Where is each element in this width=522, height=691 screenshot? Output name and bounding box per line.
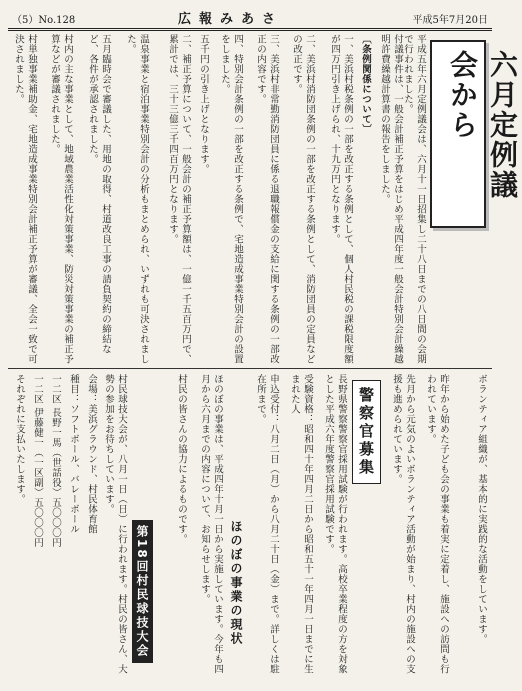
paragraph-shiharai: それぞれに支払いたします。 (14, 374, 25, 504)
subhead-jorei: 〔条例関係について〕 (360, 34, 371, 134)
paragraph-zeisei: 一、美浜村税条例の一部を改正する条例として、個人村民税の課税限度額が四万円引き上げられ、十九万円となります。 (329, 34, 353, 364)
paragraph-jigyo: 村内の主な事業として、地域農業活性化対策事業、防災対策事業の補正予算などが審議されました。 (49, 34, 73, 364)
paragraph-onsen: 温泉事業と宿泊事業特別会計の分析もまとめられ、いずれも可決されました。 (125, 34, 149, 364)
paragraph-volunteer: ボランティア組織が、基本的に実践的な活動をしています。 (476, 374, 487, 644)
kyugi-heading: 第18回村民球技大会 (132, 520, 153, 663)
donation-row-1: 一二区 長野一馬（世話役）五〇〇〇円 (50, 374, 61, 548)
honobono-heading: ほのぼの事業の現状 (229, 520, 243, 646)
paragraph-hosei: 二、補正予算について、一般会計の補正予算額は、一億一千五百万円で、累計では、三十三億三千四百万円となります。 (167, 34, 191, 364)
paragraph-kaijo: 会場：美浜グラウンド、村民体育館 (86, 374, 97, 534)
issue-date: 平成5年7月20日 (412, 15, 488, 26)
paragraph-keisatsu: 長野県警察警察官採用試験が行われます。高校卒業程度の方を対象とした平成六年度警察官採用試験です。 (323, 374, 347, 674)
paragraph-kaketsu: 村単独事業補助金、宅地造成事業特別会計補正予算が審議、全会一致で可決されました。 (13, 34, 37, 364)
newsletter-title: 広報みあさ (178, 12, 284, 27)
paragraph-shikaku: 受験資格：昭和四十年四月二日から昭和五十一年四月一日までに生まれた人 (289, 374, 313, 674)
paragraph-kyugi: 村民球技大会が、八月一日（日）に行われます。村民の皆さん、大勢の参加をお待ちしています。 (103, 374, 127, 674)
section-divider (8, 368, 492, 369)
paragraph-kodomokai: 昨年から始めた子ども会の事業も着実に定着し、施設への訪問も行われています。 (425, 374, 449, 674)
main-title-box (430, 40, 519, 228)
page-header (8, 6, 492, 31)
paragraph-kyoryoku: 村民の皆さんの協力によるものです。 (176, 374, 187, 544)
paragraph-moshikomi: 申込受付：八月二日（月）から八月二十日（金）まで。詳しくは駐在所まで。 (255, 374, 279, 674)
intro-paragraph-2: 付議事件は、一般会計補正予算をはじめ平成四年度一般会計特別会計繰越明許費繰越計算書の報告をしました。 (379, 34, 403, 364)
page-number: （5）No.128 (12, 15, 76, 26)
paragraph-taishoku: 三、美浜村非常勤消防団員に係る退職報償金の支給に関する条例の一部改正の内容です。 (255, 34, 279, 364)
intro-paragraph-1: 平成五年六月定例議会は、六月十一日招集し二十八日までの八日間の会期で行われました。 (402, 34, 426, 364)
main-title: 六月定例議会から (446, 50, 519, 200)
paragraph-shobodan: 二、美浜村消防団条例の一部を改正する条例として、消防団員の定員などの改正です。 (291, 34, 315, 364)
donation-row-2: 一二区 伊藤健一（一区副）五〇〇〇円 (32, 374, 43, 548)
paragraph-tokubetsu: 四、特別会計条例の一部を改正する条例で、宅地造成事業特別会計の設置をしました。 (219, 34, 243, 364)
paragraph-honobono: ほのぼの事業は、平成四年十月一日から実施しています。今年も四月から六月までの内容について、お知らせします。 (199, 374, 223, 674)
paragraph-hikiage: 五千円の引き上げとなります。 (198, 34, 209, 174)
paragraph-senagetsu: 先月から元気のよいボランティア活動が始まり、村内の施設への支援も進められています。 (391, 374, 415, 674)
keisatsu-heading: 警察官募集 (352, 380, 381, 484)
paragraph-shumoku: 種目：ソフトボール、バレーボール (68, 374, 79, 534)
paragraph-rinji: 五月臨時会で審議した、用地の取得、村道改良工事の請負契約の締結など、各件が承認されました。 (87, 34, 111, 354)
